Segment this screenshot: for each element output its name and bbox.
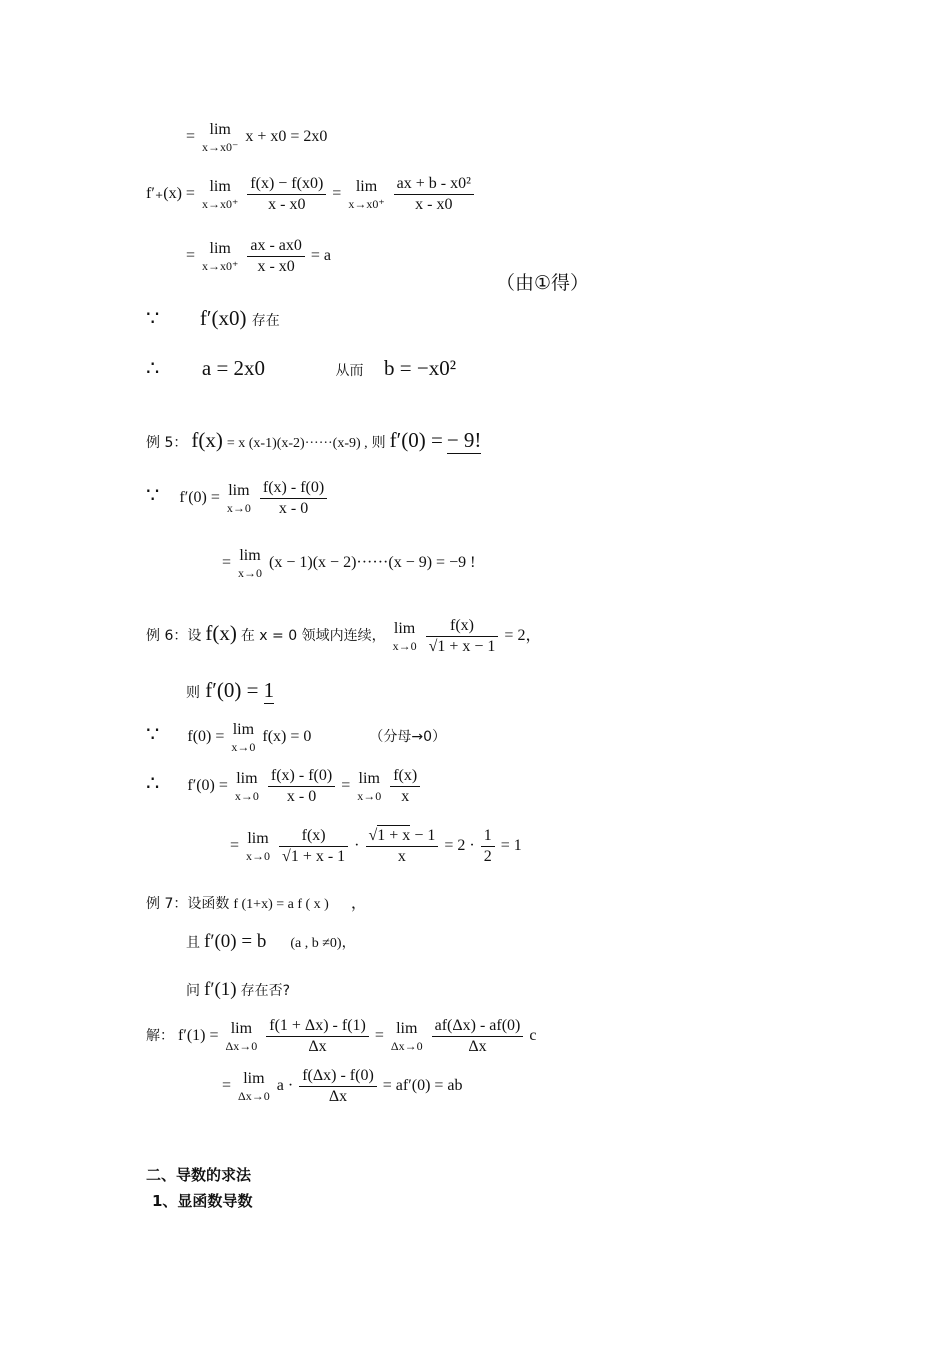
derivative-expr: f′(x0)	[199, 306, 247, 330]
equals-sign: =	[341, 777, 351, 795]
question-expr: f′(0) =	[389, 428, 443, 452]
ex7-step-1	[146, 1018, 537, 1055]
exists-question: 存在否?	[240, 983, 291, 999]
ask-text: 问	[186, 983, 200, 999]
limit-operator: lim x→x0⁺	[348, 178, 385, 211]
ex7-condition	[186, 932, 356, 951]
fraction: $\frac{ax - ax0}{x - x0}$	[247, 238, 305, 275]
ex6-step-1	[146, 722, 446, 753]
dot-operator: ·	[354, 837, 360, 855]
therefore-symbol: ∴	[146, 771, 160, 796]
derivative-lhs: f′(0) =	[187, 777, 228, 795]
fraction: $\frac{af(\Delta x) - af(0)}{\Delta x}$	[432, 1018, 524, 1055]
equals-sign: =	[230, 837, 240, 855]
condition-expr: f′(0) = b	[204, 931, 267, 952]
stray-char: c	[529, 1027, 537, 1045]
section-title: 二、导数的求法	[146, 1166, 252, 1184]
and-text: 且	[186, 935, 200, 951]
right-derivative-label: f′₊(x) =	[146, 185, 195, 203]
fraction: $\frac{\text{ax + b - x0²}}{x - x0}$	[394, 176, 474, 213]
equals-sign: =	[222, 1077, 232, 1095]
example-label: 例 7：设函数	[146, 896, 230, 912]
example-label: 例 6：设	[146, 628, 202, 645]
answer: − 9!	[446, 428, 482, 452]
derivative-lhs: f′(0) =	[179, 489, 220, 507]
limit-operator: lim x→x0⁻	[202, 121, 239, 154]
equals-two-times: = 2 ·	[444, 837, 475, 855]
ex5-step-1	[146, 480, 329, 517]
thus-text: 从而	[335, 363, 364, 379]
denominator-note: （分母→0）	[369, 729, 447, 746]
limit-operator: lim x→x0⁺	[202, 240, 239, 273]
answer: 1	[263, 678, 275, 702]
fraction-half: $\frac{1}{2}$	[481, 828, 495, 865]
limit-operator: lim x→0	[357, 770, 382, 803]
result-b: b = −x0²	[384, 356, 457, 380]
because-line	[146, 308, 280, 329]
factor-a: a ·	[276, 1077, 294, 1095]
condition-text: 在 x = 0 领域内连续，	[240, 628, 386, 645]
fraction: $\frac{f(x)}{x}$	[390, 768, 420, 805]
fraction: $\frac{f(x)}{√1 + x - 1}$	[426, 618, 499, 655]
ex6-step-3	[230, 828, 522, 865]
derivative-lhs: f′(1) =	[178, 1027, 219, 1045]
exists-text: 存在	[251, 313, 280, 329]
equation-line-2	[146, 176, 476, 213]
f0-lhs: f(0) =	[187, 728, 225, 746]
because-symbol: ∵	[146, 306, 160, 330]
example-label: 例 5：	[146, 435, 188, 451]
product-expr: (x − 1)(x − 2)······(x − 9) = −9 !	[269, 554, 476, 572]
fraction: $\frac{f(x)}{√1 + x - 1}$	[279, 828, 348, 865]
limit-operator: lim x→0	[238, 547, 263, 580]
example-6	[146, 618, 541, 655]
ex6-question	[186, 680, 274, 701]
fraction: $\frac{f(x) - f(x0)}{x - x0}$	[247, 176, 326, 213]
equals-sign: =	[186, 247, 196, 265]
equals-sign: =	[374, 1027, 384, 1045]
limit-operator: lim x→0	[231, 721, 256, 754]
limit-operator: lim x→0	[234, 770, 259, 803]
result: = 2，	[504, 627, 542, 645]
limit-operator: lim x→0	[246, 830, 271, 863]
ab-condition: (a , b ≠0)，	[290, 936, 356, 951]
result-a: a = 2x0	[201, 356, 266, 380]
fraction: $\frac{f(x) - f(0)}{x - 0}$	[260, 480, 327, 517]
result: = 1	[500, 837, 522, 855]
note-from-eq1: （由①得）	[496, 272, 590, 294]
ex7-step-2	[222, 1068, 463, 1105]
equals-sign: =	[186, 128, 196, 146]
limit-operator: lim x→0	[392, 620, 417, 653]
fraction: $\frac{√1 + x - 1}{x}$	[366, 828, 439, 865]
then-text: 则	[371, 435, 386, 451]
subsection-title: 1、显函数导数	[152, 1192, 253, 1210]
because-symbol: ∵	[146, 483, 160, 508]
limit-operator: lim Δx→0	[225, 1020, 258, 1053]
ex6-step-2	[146, 768, 422, 805]
solution-label: 解：	[146, 1028, 174, 1045]
derivative-expr: f′(1)	[204, 979, 237, 1000]
limit-operator: lim x→0	[226, 482, 251, 515]
equals-sign: =	[332, 185, 342, 203]
fraction: $\frac{f(1 + \Delta x) - f(1)}{\Delta x}$	[266, 1018, 369, 1055]
ex5-step-2	[222, 548, 475, 579]
limit-operator: lim Δx→0	[390, 1020, 423, 1053]
question-expr: f′(0) =	[205, 678, 259, 702]
therefore-line	[146, 358, 456, 379]
fraction: $\frac{f(x) - f(0)}{x - 0}$	[268, 768, 335, 805]
fraction: $\frac{f(\Delta x) - f(0)}{\Delta x}$	[299, 1068, 377, 1105]
comma: ，	[350, 895, 367, 912]
function-f: f(x)	[191, 428, 223, 452]
limit-operator: lim x→x0⁺	[201, 178, 239, 211]
equals-sign: =	[222, 554, 232, 572]
equation-line-1	[186, 122, 327, 153]
function-definition: = x (x-1)(x-2)······(x-9) ,	[226, 436, 368, 451]
equation-line-3	[186, 238, 331, 275]
result: = af′(0) = ab	[382, 1077, 463, 1095]
function-definition: f (1+x) = a f ( x )	[233, 897, 329, 912]
limit-operator: lim Δx→0	[238, 1070, 270, 1103]
limit-body: f(x) = 0	[262, 728, 312, 746]
therefore-symbol: ∴	[146, 356, 160, 380]
limit-body: x + x0 = 2x0	[245, 128, 328, 146]
result: = a	[310, 247, 332, 265]
example-5	[146, 430, 481, 451]
function-f: f(x)	[205, 621, 237, 646]
ex7-question	[186, 980, 290, 999]
because-symbol: ∵	[146, 722, 160, 747]
example-7	[146, 896, 367, 912]
then-text: 则	[186, 685, 200, 701]
